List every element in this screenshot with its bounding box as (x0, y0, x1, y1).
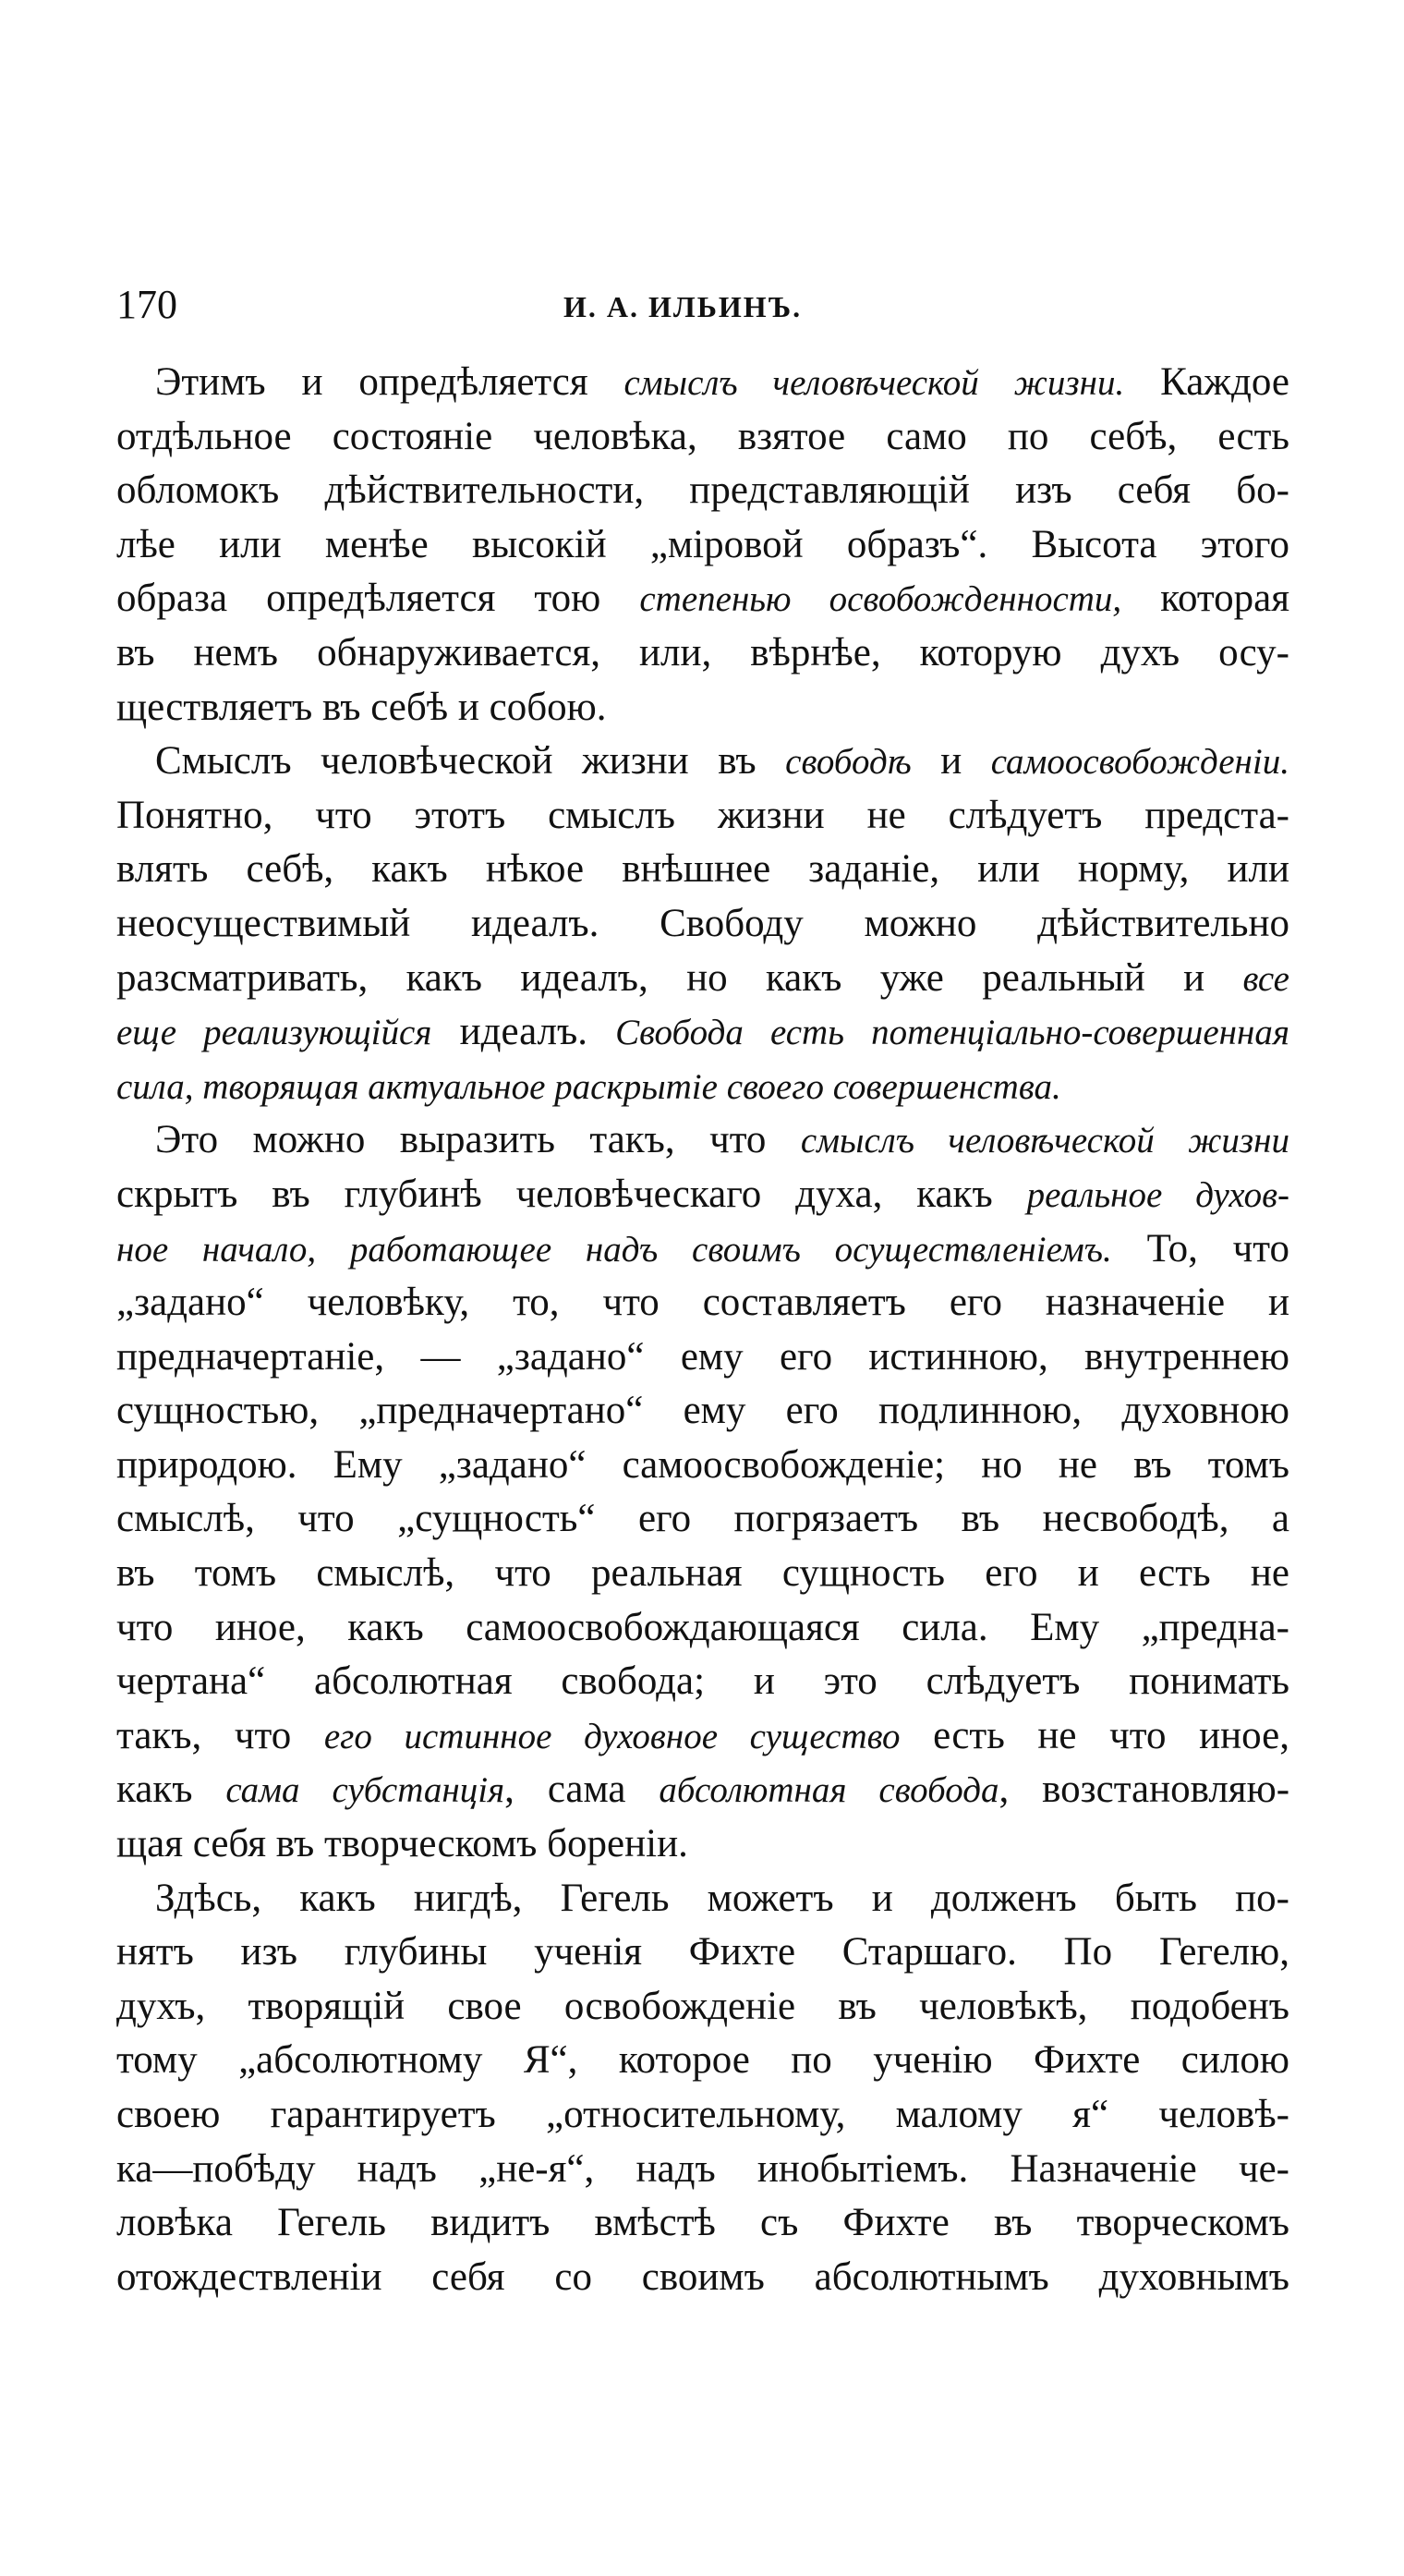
emphasis-text: абсолютная свобода (659, 1770, 999, 1811)
text-segment: и (911, 739, 991, 784)
text-line (116, 1709, 1289, 1764)
text-segment: Это можно выразить такъ, что (155, 1118, 801, 1162)
text-line (116, 1817, 1289, 1872)
text-line (116, 1980, 1289, 2035)
text-segment: Этимъ и опредѣляется (155, 360, 624, 404)
emphasis-text: Свобода есть потенцiально-совершенная (615, 1013, 1289, 1053)
text-segment: разсматривать, какъ идеалъ, но какъ уже реальный и (116, 955, 1243, 1000)
text-line (116, 1222, 1289, 1277)
text-segment: Здѣсь, какъ нигдѣ, Гегель можетъ и долженъ быть по- (155, 1876, 1289, 1920)
text-line (116, 1005, 1289, 1060)
text-segment: духъ, творящiй свое освобожденiе въ человѣкѣ, подобенъ (116, 1984, 1289, 2028)
paragraph (116, 356, 1289, 735)
text-line (116, 464, 1289, 518)
text-line (116, 1331, 1289, 1385)
running-head (116, 277, 1289, 333)
text-segment: ка—побѣду надъ „не-я“, надъ инобытiемъ. Назначенiе че- (116, 2146, 1289, 2191)
text-segment: сущностью, „предначертано“ ему его подлинною, духовною (116, 1389, 1289, 1433)
text-line (116, 1384, 1289, 1439)
text-line (116, 1547, 1289, 1601)
text-segment: ществляетъ въ себѣ и собою. (116, 685, 607, 729)
text-line (116, 1168, 1289, 1222)
text-line (116, 356, 1289, 410)
emphasis-text: смыслъ человѣческой жизни (800, 1121, 1289, 1161)
text-line (116, 410, 1289, 465)
text-segment: Каждое (1124, 360, 1289, 404)
text-segment: ловѣка Гегель видитъ вмѣстѣ съ Фихте въ творческомъ (116, 2201, 1289, 2245)
text-segment: отождествленiи себя со своимъ абсолютнымъ духовнымъ (116, 2254, 1289, 2299)
paragraph (116, 1113, 1289, 1871)
text-segment: отдѣльное состоянiе человѣка, взятое само по себѣ, есть (116, 414, 1289, 458)
text-line (116, 518, 1289, 573)
text-line (116, 1439, 1289, 1493)
paragraph (116, 1872, 1289, 2305)
text-line (116, 789, 1289, 844)
emphasis-text: сила, творящая актуальное раскрытiе своего совершенства. (116, 1066, 1061, 1107)
page-number: 170 (116, 282, 177, 327)
emphasis-text: свободѣ (785, 742, 912, 783)
emphasis-text: смыслъ человѣческой жизни. (623, 363, 1125, 403)
emphasis-text: самоосвобожденiи. (990, 742, 1289, 783)
text-line (116, 897, 1289, 952)
text-line (116, 952, 1289, 1006)
text-segment: идеалъ. (431, 1010, 616, 1054)
text-segment: которая (1121, 577, 1289, 621)
text-segment: лѣе или менѣе высокiй „мiровой образъ“. Высота этого (116, 522, 1289, 566)
text-line (116, 626, 1289, 681)
text-segment: своею гарантируетъ „относительному, малому я“ человѣ- (116, 2093, 1289, 2136)
text-segment: есть не что иное, (900, 1713, 1289, 1757)
emphasis-text: реальное духов- (1026, 1174, 1289, 1215)
text-segment: въ немъ обнаруживается, или, вѣрнѣе, которую духъ осу- (116, 630, 1289, 674)
text-line (116, 2251, 1289, 2305)
text-line (116, 681, 1289, 735)
text-segment: нятъ изъ глубины ученiя Фихте Старшаго. По Гегелю, (116, 1930, 1289, 1975)
text-line (116, 1872, 1289, 1926)
text-segment: чертана“ абсолютная свобода; и это слѣдуетъ понимать (116, 1659, 1289, 1704)
emphasis-text: его истинное духовное существо (323, 1716, 901, 1756)
text-line (116, 1113, 1289, 1168)
text-segment: тому „абсолютному Я“, которое по ученiю Фихте силою (116, 2038, 1289, 2083)
text-line (116, 2196, 1289, 2251)
emphasis-text: сама субстанцiя (225, 1770, 505, 1811)
emphasis-text: все (1242, 958, 1289, 999)
body-text (116, 356, 1289, 2304)
text-segment: , возстановляю- (999, 1768, 1290, 1812)
text-segment: неосуществимый идеалъ. Свободу можно дѣйствительно (116, 901, 1289, 945)
text-segment: какъ (116, 1768, 226, 1812)
text-line (116, 735, 1289, 789)
text-line (116, 1926, 1289, 1980)
text-line (116, 1492, 1289, 1547)
text-segment: что иное, какъ самоосвобождающаяся сила. Ему „предна- (116, 1605, 1289, 1649)
text-line (116, 572, 1289, 626)
text-line (116, 843, 1289, 897)
text-segment: образа опредѣляется тою (116, 577, 640, 621)
text-segment: предначертанiе, — „задано“ ему его истинною, внутреннею (116, 1334, 1289, 1379)
text-segment: „задано“ человѣку, то, что составляетъ его назначенiе и (116, 1281, 1289, 1325)
text-line (116, 2034, 1289, 2088)
text-segment: скрытъ въ глубинѣ человѣческаго духа, какъ (116, 1172, 1027, 1216)
text-segment: такъ, что (116, 1713, 324, 1757)
text-segment: То, что (1111, 1226, 1289, 1270)
emphasis-text: ное начало, работающее надъ своимъ осуществленiемъ. (116, 1229, 1112, 1270)
text-line (116, 2088, 1289, 2143)
text-line (116, 1655, 1289, 1709)
text-line (116, 2143, 1289, 2197)
text-segment: Смыслъ человѣческой жизни въ (155, 739, 786, 784)
text-segment: въ томъ смыслѣ, что реальная сущность его и есть не (116, 1551, 1289, 1596)
text-segment: обломокъ дѣйствительности, представляющiй изъ себя бо- (116, 468, 1289, 513)
text-segment: , сама (504, 1768, 660, 1812)
text-line (116, 1060, 1289, 1114)
emphasis-text: степенью освобожденности, (639, 579, 1122, 620)
text-segment: Понятно, что этотъ смыслъ жизни не слѣдуетъ предста- (116, 793, 1289, 837)
text-line (116, 1276, 1289, 1331)
text-segment: смыслѣ, что „сущность“ его погрязаетъ въ несвободѣ, а (116, 1497, 1289, 1541)
text-segment: влять себѣ, какъ нѣкое внѣшнее заданiе, или норму, или (116, 847, 1289, 892)
emphasis-text: еще реализующiйся (116, 1013, 432, 1053)
text-segment: природою. Ему „задано“ самоосвобожденiе; но не въ томъ (116, 1442, 1289, 1487)
running-title: И. А. ИЛЬИНЪ. (563, 290, 803, 323)
paragraph (116, 735, 1289, 1113)
text-line (116, 1601, 1289, 1656)
text-line (116, 1763, 1289, 1817)
text-segment: щая себя въ творческомъ боренiи. (116, 1822, 688, 1866)
